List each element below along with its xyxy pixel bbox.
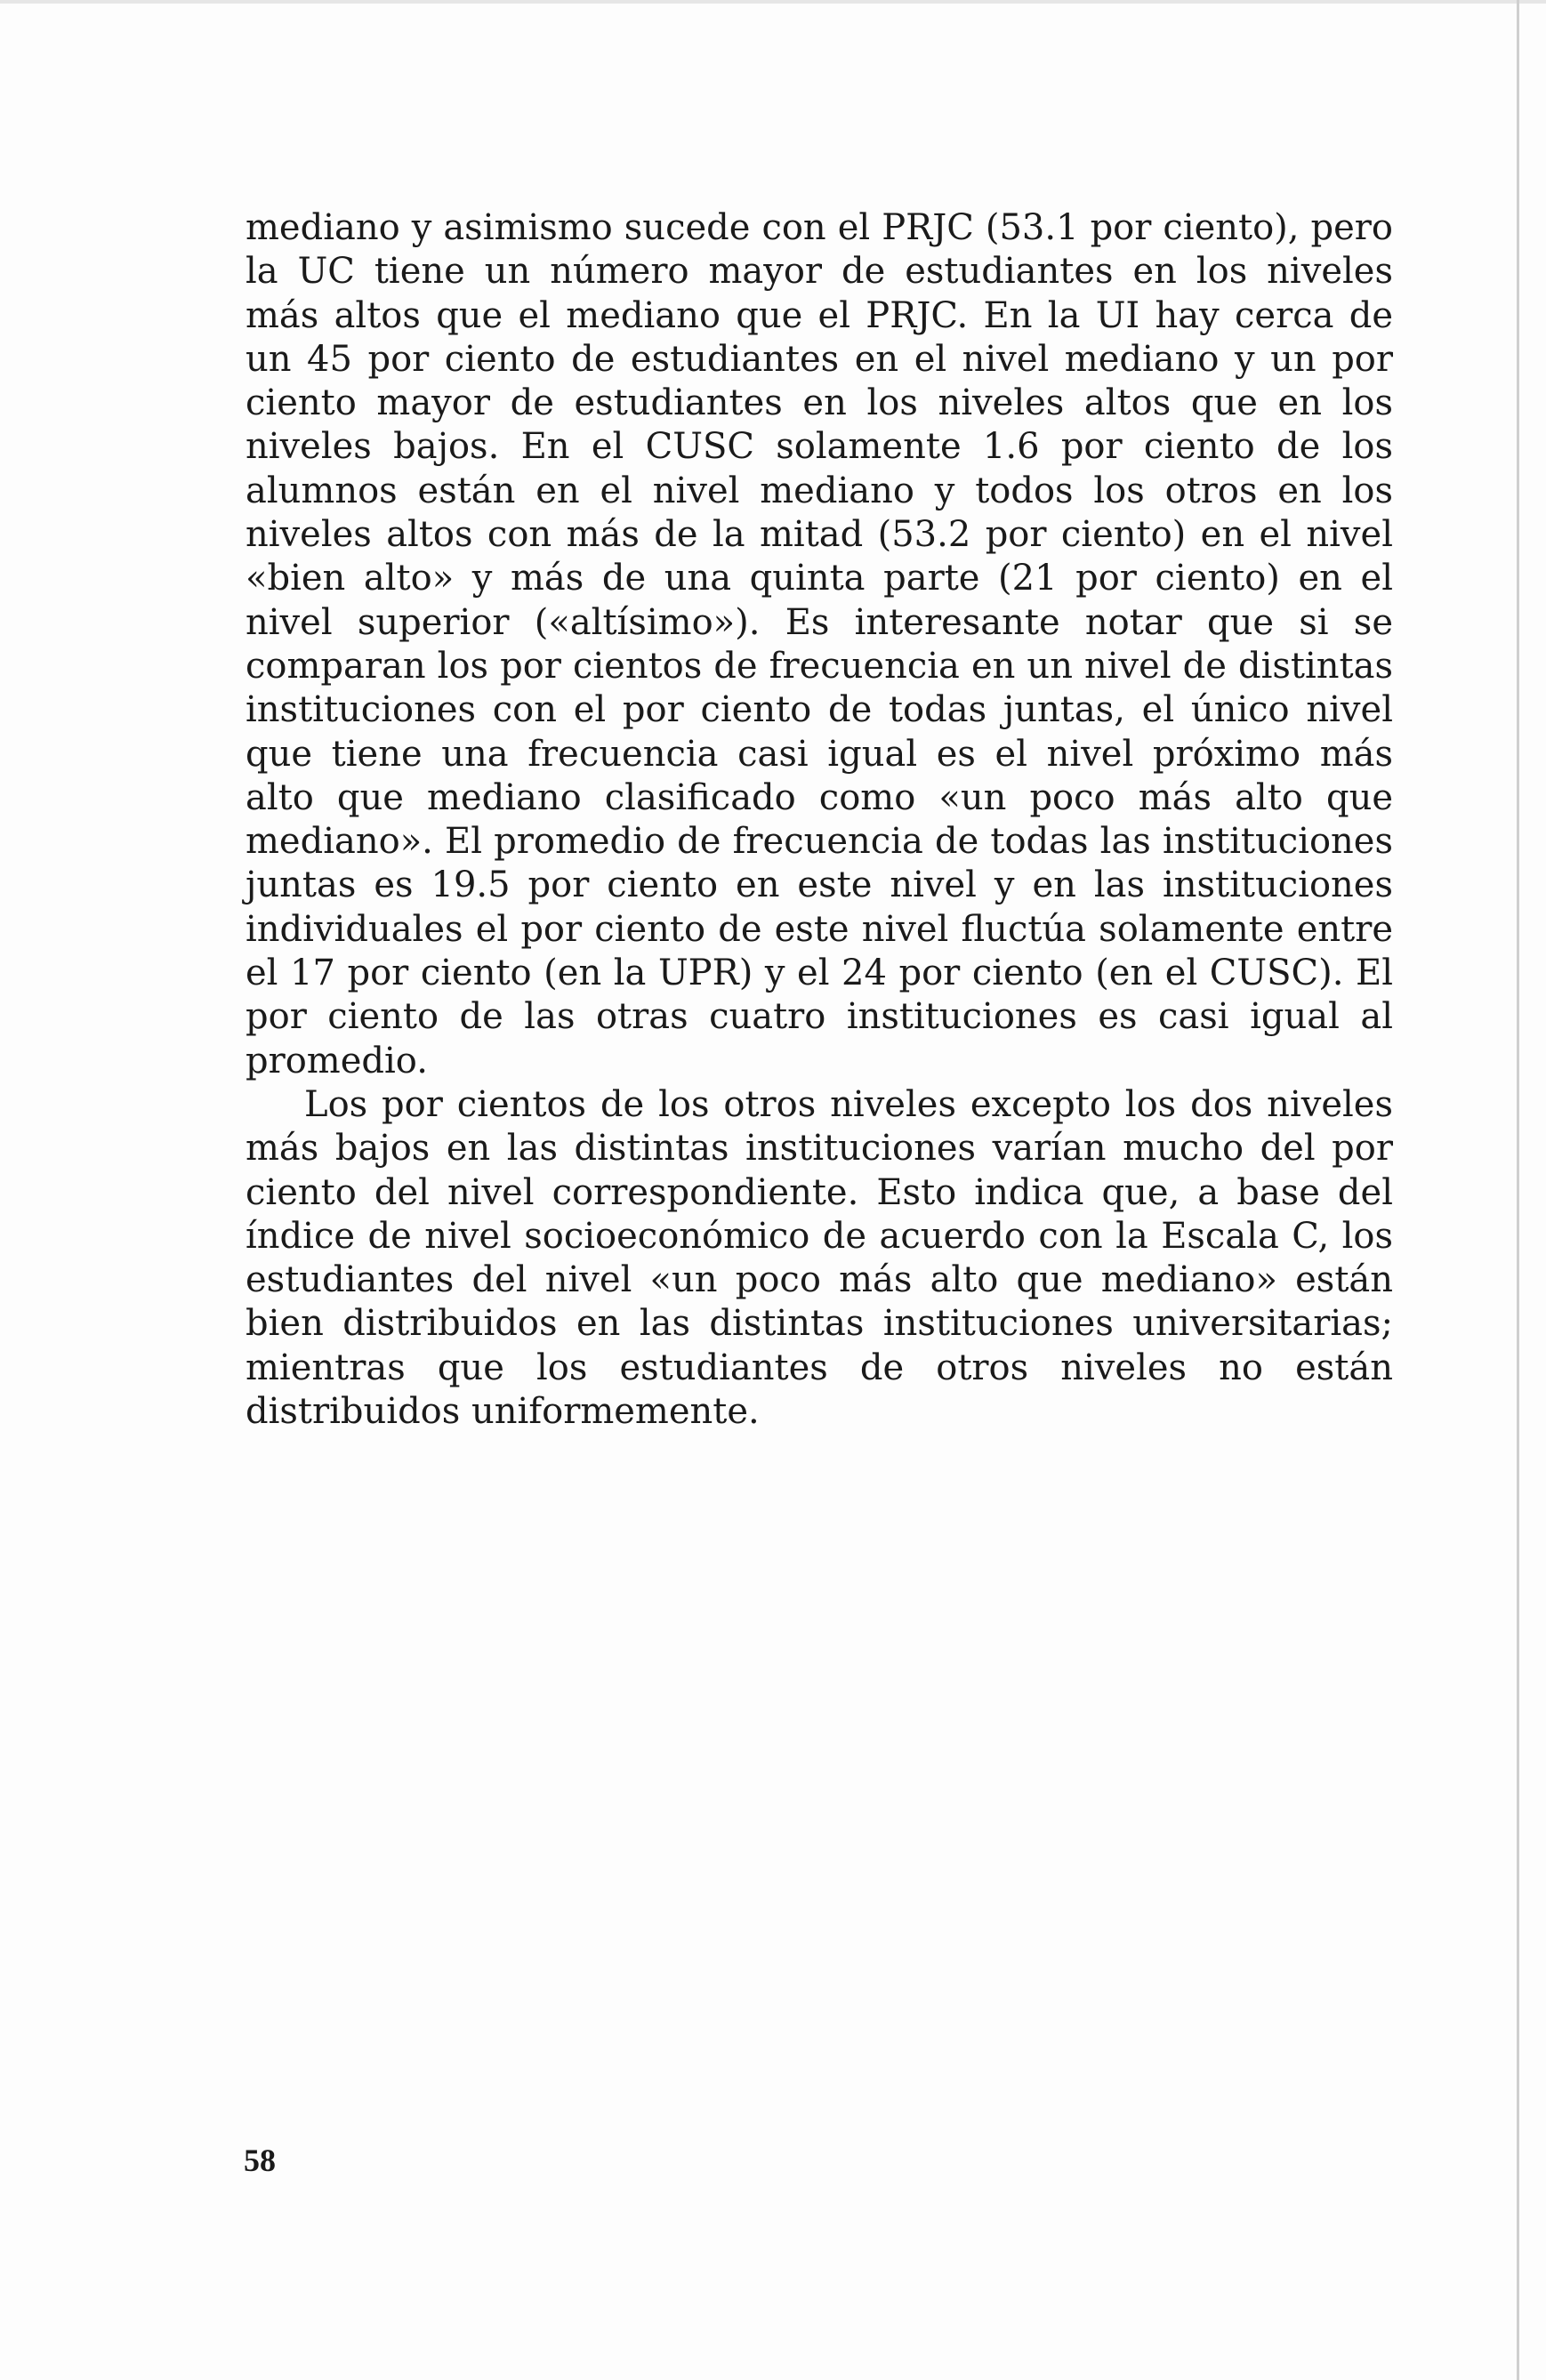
paragraph-continued: mediano y asimismo sucede con el PRJC (53.1 por ciento), pero la UC tiene un número mayor de estudiantes en los niveles más altos que el mediano que el PRJC. En la UI hay cerca de un 45 por ciento de estudiantes en el nivel mediano y un por ciento mayor de estudiantes en los niveles altos que en los niveles bajos. En el CUSC solamente 1.6 por ciento de los alumnos están en el nivel mediano y todos los otros en los niveles altos con más de la mitad (53.2 por ciento) en el nivel «bien alto» y más de una quinta parte (21 por ciento) en el nivel superior («altísimo»). Es interesante notar que si se comparan los por cientos de frecuencia en un nivel de distintas instituciones con el por ciento de todas juntas, el único nivel que tiene una frecuencia casi igual es el nivel próximo más alto que mediano clasificado como «un poco más alto que mediano». El promedio de frecuencia de todas las instituciones juntas es 19.5 por ciento en este nivel y en las instituciones individuales el por ciento de este nivel fluctúa solamente entre el 17 por ciento (en la UPR) y el 24 por ciento (en el CUSC). El por ciento de las otras cuatro instituciones es casi igual al promedio. — [246, 207, 1393, 1081]
page-number: 58 — [244, 2143, 276, 2178]
scan-edge-top — [0, 0, 1546, 4]
paragraph-new: Los por cientos de los otros niveles excepto los dos niveles más bajos en las distintas instituciones varían mucho del por ciento del nivel correspondiente. Esto indica que, a base del índice de nivel socioeconómico de acuerdo con la Escala C, los estudiantes del nivel «un poco más alto que mediano» están bien distribuidos en las distintas instituciones universitarias; mientras que los estudiantes de otros niveles no están distribuidos uniformemente. — [246, 1083, 1393, 1433]
body-text — [246, 206, 1393, 1434]
scan-edge-right — [1517, 0, 1519, 2380]
